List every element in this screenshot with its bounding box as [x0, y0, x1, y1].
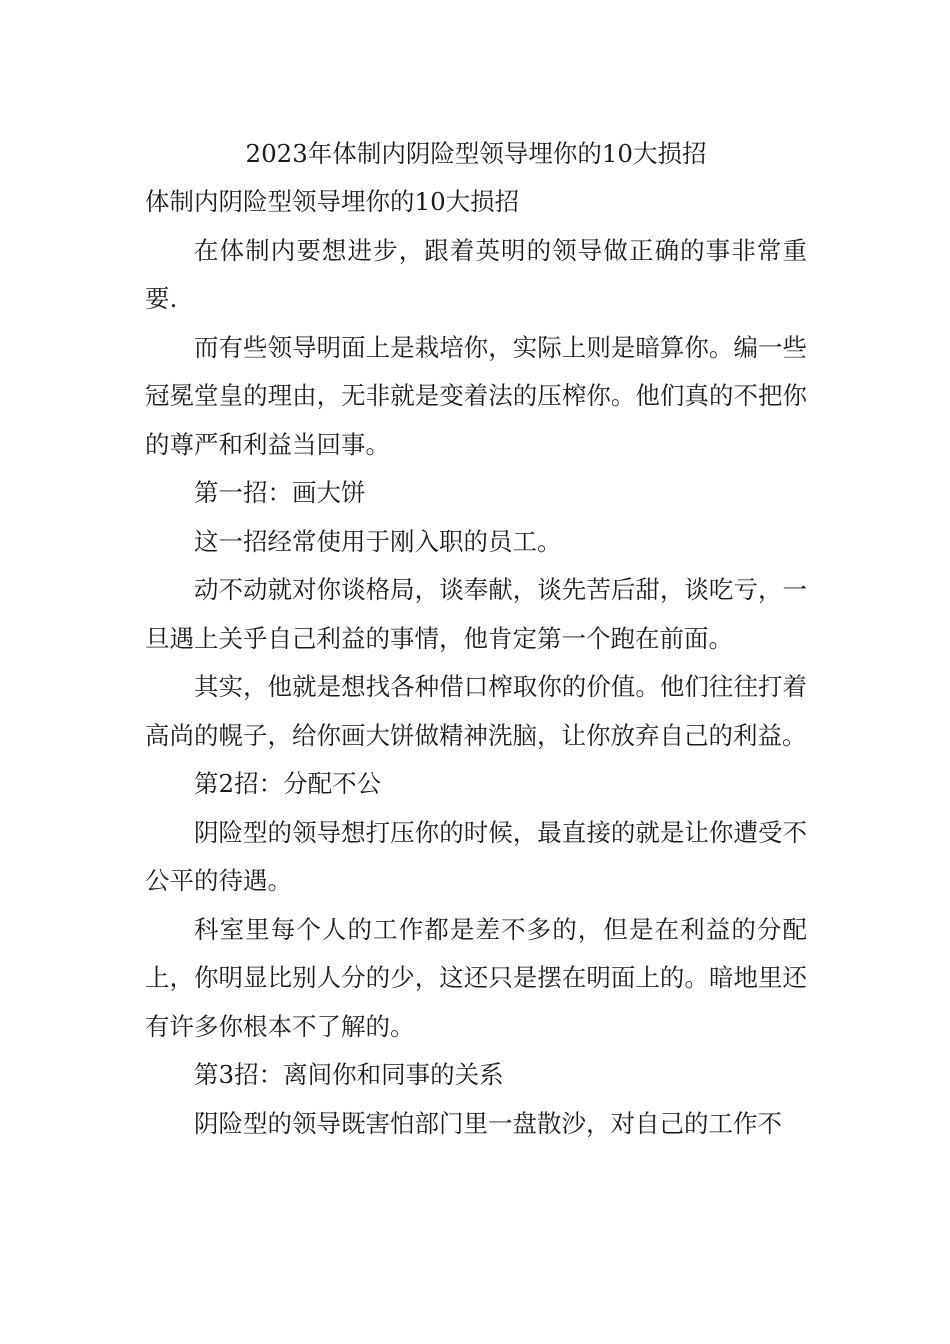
heading-trick-3: 第3招：离间你和同事的关系 [194, 1060, 504, 1089]
paragraph-trick-1-detail: 动不动就对你谈格局，谈奉献，谈先苦后甜，谈吃亏，一旦遇上关乎自己利益的事情，他肯定第一个跑在前面。 [145, 575, 807, 653]
document-subtitle: 体制内阴险型领导埋你的10大损招 [145, 187, 520, 216]
heading-trick-2: 第2招：分配不公 [194, 769, 382, 798]
document-title: 2023年体制内阴险型领导埋你的10大损招 [245, 139, 707, 168]
paragraph-trick-3-intro: 阴险型的领导既害怕部门里一盘散沙，对自己的工作不 [194, 1108, 782, 1138]
paragraph-trick-2-detail: 科室里每个人的工作都是差不多的，但是在利益的分配上，你明显比别人分的少，这还只是摆在明面上的。暗地里还有许多你根本不了解的。 [145, 914, 807, 1041]
paragraph-trick-1-target: 这一招经常使用于刚入职的员工。 [194, 526, 562, 556]
document-page [145, 130, 807, 1148]
paragraph-trick-2-intro: 阴险型的领导想打压你的时候，最直接的就是让你遭受不公平的待遇。 [145, 817, 807, 895]
paragraph-overview: 而有些领导明面上是栽培你，实际上则是暗算你。编一些冠冕堂皇的理由，无非就是变着法的压榨你。他们真的不把你的尊严和利益当回事。 [145, 332, 807, 459]
heading-trick-1: 第一招：画大饼 [194, 478, 366, 507]
paragraph-intro: 在体制内要想进步，跟着英明的领导做正确的事非常重要. [145, 235, 807, 313]
paragraph-trick-1-purpose: 其实，他就是想找各种借口榨取你的价值。他们往往打着高尚的幌子，给你画大饼做精神洗脑，让你放弃自己的利益。 [145, 672, 807, 750]
